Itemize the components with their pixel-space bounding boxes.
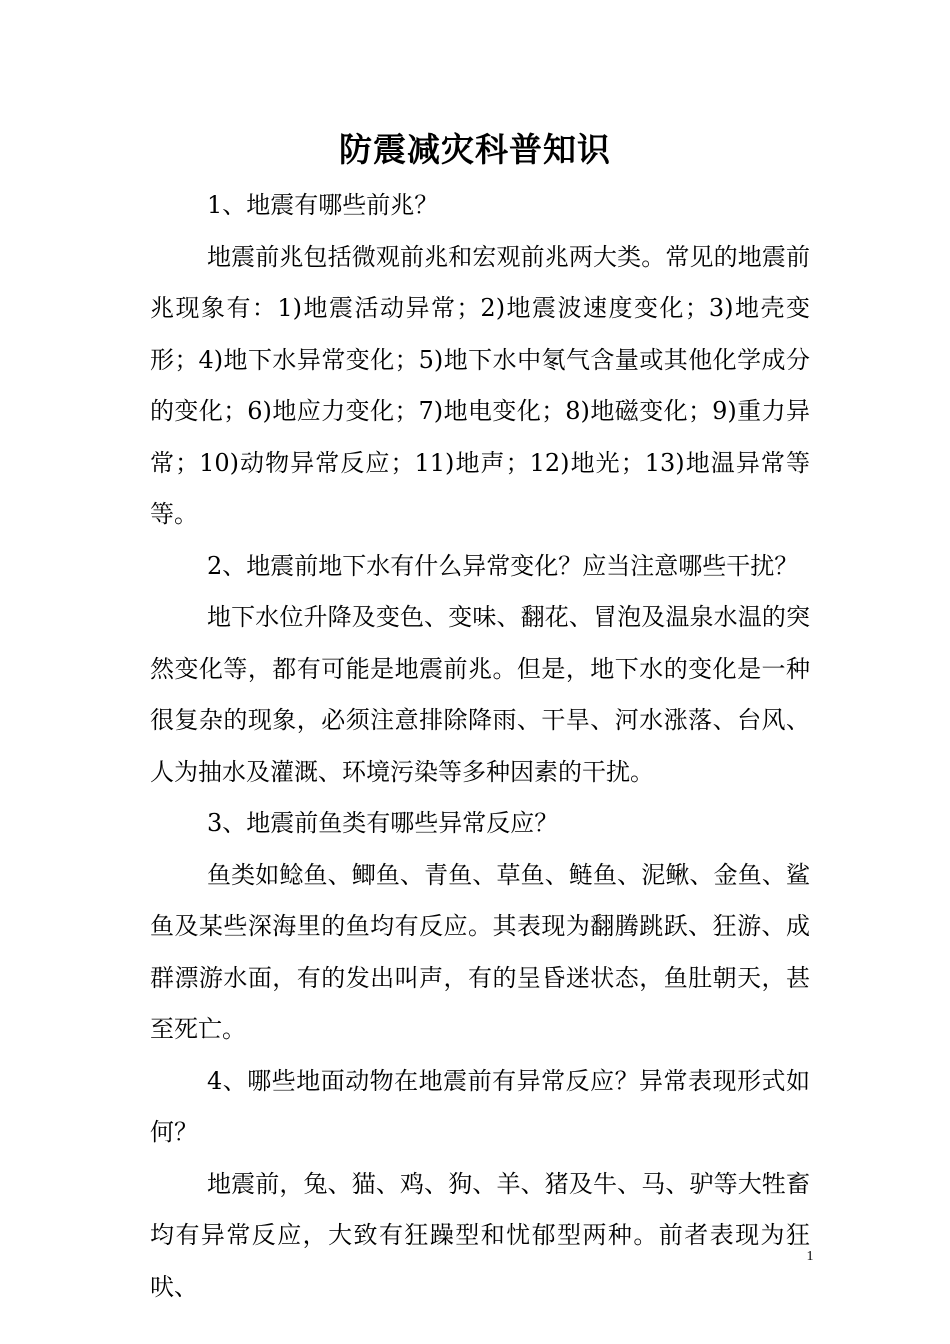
answer-2: 地下水位升降及变色、变味、翻花、冒泡及温泉水温的突然变化等，都有可能是地震前兆。但是，地下水的变化是一种很复杂的现象，必须注意排除降雨、干旱、河水涨落、台风、人为抽水及灌溉、环境污染等多种因素的干扰。: [150, 603, 810, 786]
question-4: 4、哪些地面动物在地震前有异常反应？异常表现形式如何？: [150, 1066, 810, 1146]
question-1: 1、地震有哪些前兆？: [207, 191, 439, 219]
document-body: [150, 180, 810, 1313]
answer-1: 地震前兆包括微观前兆和宏观前兆两大类。常见的地震前兆现象有：1)地震活动异常；2)地震波速度变化；3)地壳变形；4)地下水异常变化；5)地下水中氡气含量或其他化学成分的变化；6)地应力变化；7)地电变化；8)地磁变化；9)重力异常；10)动物异常反应；11)地声；12)地光；13)地温异常等等。: [150, 242, 810, 528]
question-3: 3、地震前鱼类有哪些异常反应？: [207, 809, 559, 837]
document-title: 防震减灾科普知识: [339, 130, 611, 169]
question-2: 2、地震前地下水有什么异常变化？应当注意哪些干扰？: [207, 551, 799, 580]
answer-4: 地震前，兔、猫、鸡、狗、羊、猪及牛、马、驴等大牲畜均有异常反应，大致有狂躁型和忧郁型两种。前者表现为狂吠、: [150, 1169, 810, 1301]
page-number: 1: [806, 1249, 814, 1264]
answer-3: 鱼类如鲶鱼、鲫鱼、青鱼、草鱼、鲢鱼、泥鳅、金鱼、鲨鱼及某些深海里的鱼均有反应。其表现为翻腾跳跃、狂游、成群漂游水面，有的发出叫声，有的呈昏迷状态，鱼肚朝天，甚至死亡。: [150, 860, 810, 1043]
